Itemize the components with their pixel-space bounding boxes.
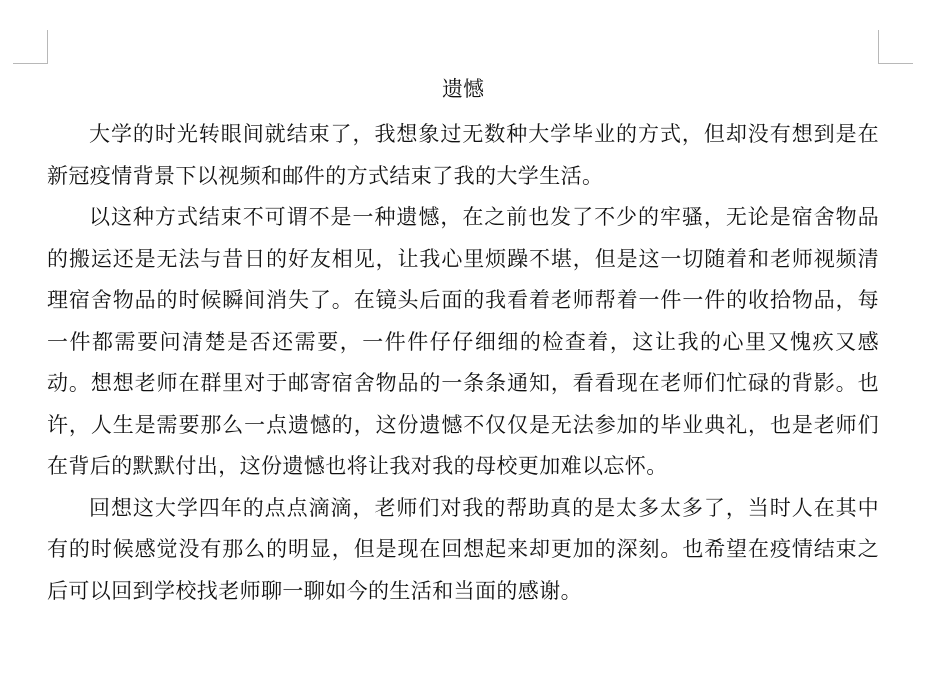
document-title: 遗憾	[442, 77, 484, 101]
paragraph-1: 大学的时光转眼间就结束了，我想象过无数种大学毕业的方式，但却没有想到是在新冠疫情背景下以视频和邮件的方式结束了我的大学生活。	[47, 122, 879, 188]
corner-crop-mark-top-left	[13, 30, 48, 64]
document-body[interactable]	[47, 72, 879, 612]
paragraph-3: 回想这大学四年的点点滴滴，老师们对我的帮助真的是太多太多了，当时人在其中有的时候感觉没有那么的明显，但是现在回想起来却更加的深刻。也希望在疫情结束之后可以回到学校找老师聊一聊如今的生活和当面的感谢。	[47, 495, 879, 603]
paragraph-2: 以这种方式结束不可谓不是一种遗憾，在之前也发了不少的牢骚，无论是宿舍物品的搬运还是无法与昔日的好友相见，让我心里烦躁不堪，但是这一切随着和老师视频清理宿舍物品的时候瞬间消失了。在镜头后面的我看着老师帮着一件一件的收拾物品，每一件都需要问清楚是否还需要，一件件仔仔细细的检查着，这让我的心里又愧疚又感动。想想老师在群里对于邮寄宿舍物品的一条条通知，看看现在老师们忙碌的背影。也许，人生是需要那么一点遗憾的，这份遗憾不仅仅是无法参加的毕业典礼，也是老师们在背后的默默付出，这份遗憾也将让我对我的母校更加难以忘怀。	[47, 205, 879, 478]
corner-crop-mark-top-right	[878, 30, 913, 64]
